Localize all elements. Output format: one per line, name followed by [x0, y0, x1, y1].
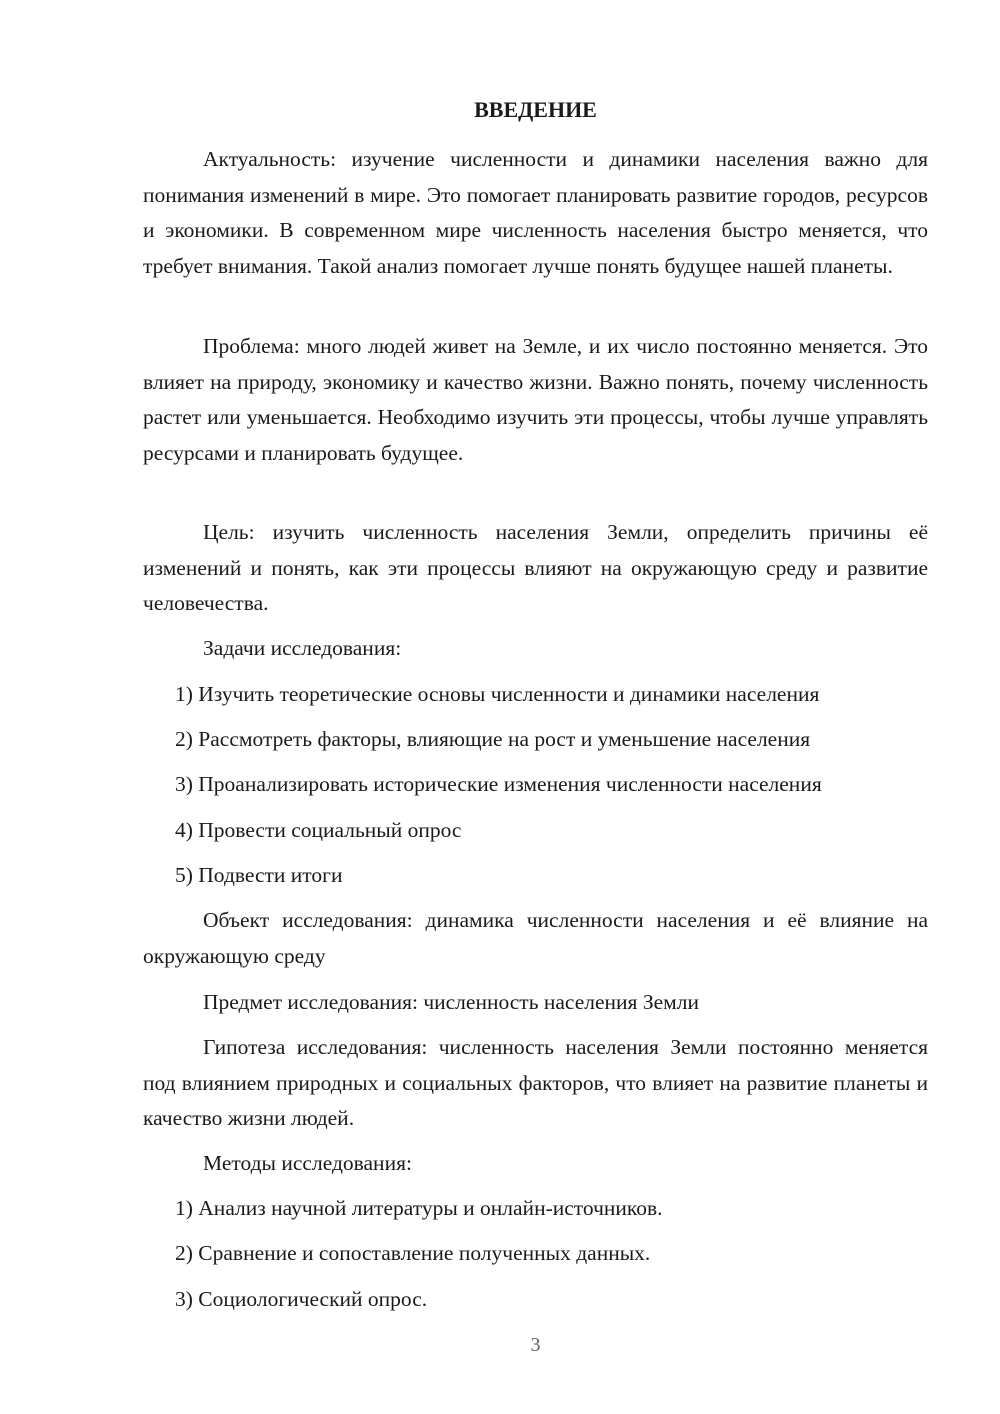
method-item-1: 1) Анализ научной литературы и онлайн-источников.: [175, 1196, 663, 1220]
page-number: 3: [530, 1334, 541, 1356]
object-paragraph: Объект исследования: динамика численности населения и её влияние на окружающую среду: [143, 908, 928, 968]
task-item-3: 3) Проанализировать исторические изменения численности населения: [175, 772, 822, 796]
method-item-3: 3) Социологический опрос.: [175, 1287, 428, 1311]
task-item-5: 5) Подвести итоги: [175, 863, 343, 887]
subject-paragraph: Предмет исследования: численность населения Земли: [203, 990, 699, 1014]
relevance-paragraph: Актуальность: изучение численности и динамики населения важно для понимания изменений в мире. Это помогает планировать развитие городов, ресурсов и экономики. В современном мире численность населения быстро меняется, что требует внимания. Такой анализ помогает лучше понять будущее нашей планеты.: [143, 147, 928, 278]
page-title: ВВЕДЕНИЕ: [474, 97, 597, 122]
goal-paragraph: Цель: изучить численность населения Земли, определить причины её изменений и понять, как эти процессы влияют на окружающую среду и развитие человечества.: [143, 520, 928, 615]
task-item-4: 4) Провести социальный опрос: [175, 818, 462, 842]
methods-heading: Методы исследования:: [203, 1151, 412, 1175]
hypothesis-paragraph: Гипотеза исследования: численность населения Земли постоянно меняется под влиянием природных и социальных факторов, что влияет на развитие планеты и качество жизни людей.: [143, 1035, 928, 1130]
method-item-2: 2) Сравнение и сопоставление полученных данных.: [175, 1241, 651, 1265]
problem-paragraph: Проблема: много людей живет на Земле, и их число постоянно меняется. Это влияет на природу, экономику и качество жизни. Важно понять, почему численность растет или уменьшается. Необходимо изучить эти процессы, чтобы лучше управлять ресурсами и планировать будущее.: [143, 334, 928, 465]
task-item-1: 1) Изучить теоретические основы численности и динамики населения: [175, 682, 820, 706]
tasks-heading: Задачи исследования:: [203, 636, 402, 660]
task-item-2: 2) Рассмотреть факторы, влияющие на рост и уменьшение населения: [175, 727, 811, 751]
